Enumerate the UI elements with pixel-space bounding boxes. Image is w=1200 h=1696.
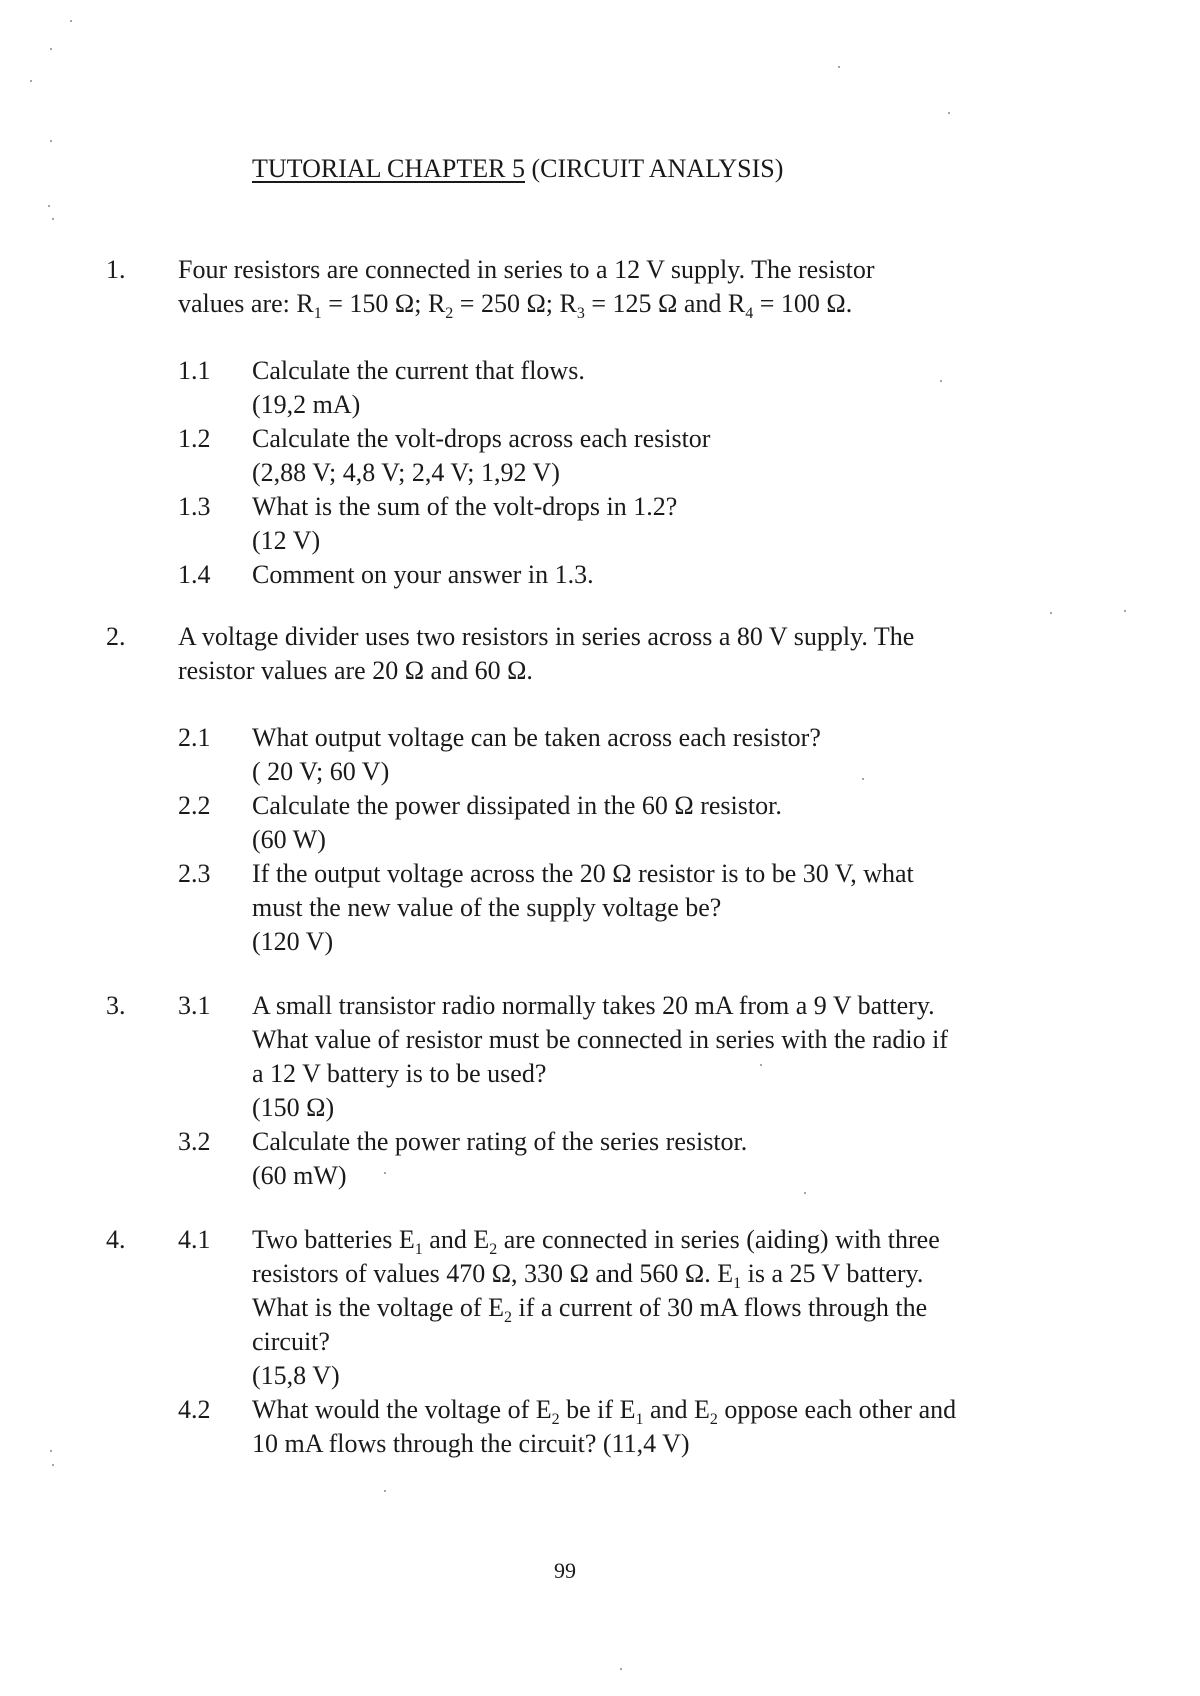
part-answer: (150 Ω) bbox=[252, 1093, 335, 1122]
part-text: resistors of values 470 Ω, 330 Ω and 560 Ω. $E_1$ is a 25 V battery. bbox=[252, 1259, 924, 1293]
part-number: 1.4 bbox=[178, 560, 211, 589]
part-text: What value of resistor must be connected in series with the radio if bbox=[252, 1025, 949, 1054]
part-text: Calculate the volt-drops across each resistor bbox=[252, 424, 711, 453]
part-text: 10 mA flows through the circuit? (11,4 V) bbox=[252, 1429, 690, 1458]
part-text: What output voltage can be taken across each resistor? bbox=[252, 723, 821, 752]
question-intro-line: A voltage divider uses two resistors in series across a 80 V supply. The bbox=[178, 622, 915, 651]
part-text: Calculate the power rating of the series resistor. bbox=[252, 1127, 748, 1156]
part-answer: (12 V) bbox=[252, 526, 321, 555]
part-answer: (19,2 mA) bbox=[252, 390, 361, 419]
question-number: 2. bbox=[106, 622, 126, 651]
question-number: 4. bbox=[106, 1225, 126, 1254]
part-number: 2.1 bbox=[178, 723, 211, 752]
part-text: Calculate the current that flows. bbox=[252, 356, 585, 385]
title-rest: (CIRCUIT ANALYSIS) bbox=[531, 154, 784, 183]
part-number: 4.1 bbox=[178, 1225, 211, 1254]
question-intro-line: Four resistors are connected in series to a 12 V supply. The resistor bbox=[178, 255, 875, 284]
part-text: If the output voltage across the 20 Ω resistor is to be 30 V, what bbox=[252, 859, 914, 888]
question-number: 3. bbox=[106, 991, 126, 1020]
page-title bbox=[252, 152, 783, 185]
part-text: Two batteries $E_1$ and $E_2$ are connected in series (aiding) with three bbox=[252, 1225, 940, 1259]
question-number: 1. bbox=[106, 255, 126, 284]
part-answer: (60 W) bbox=[252, 825, 326, 854]
part-number: 4.2 bbox=[178, 1395, 211, 1424]
part-answer: (2,88 V; 4,8 V; 2,4 V; 1,92 V) bbox=[252, 458, 560, 487]
part-text: What is the voltage of $E_2$ if a current of 30 mA flows through the bbox=[252, 1293, 928, 1327]
part-answer: (120 V) bbox=[252, 927, 334, 956]
part-text: A small transistor radio normally takes 20 mA from a 9 V battery. bbox=[252, 991, 935, 1020]
part-number: 2.2 bbox=[178, 791, 211, 820]
part-text: Calculate the power dissipated in the 60 Ω resistor. bbox=[252, 791, 782, 820]
question-intro-line: values are: $R_1 = 150$ Ω; $R_2 = 250$ Ω; $R_3 = 125$ Ω and $R_4 = 100$ Ω. bbox=[178, 289, 853, 323]
part-answer: ( 20 V; 60 V) bbox=[252, 757, 390, 786]
part-text: must the new value of the supply voltage be? bbox=[252, 893, 722, 922]
part-number: 2.3 bbox=[178, 859, 211, 888]
part-number: 3.1 bbox=[178, 991, 211, 1020]
title-main: TUTORIAL CHAPTER 5 bbox=[252, 154, 525, 183]
part-number: 3.2 bbox=[178, 1127, 211, 1156]
part-answer: (15,8 V) bbox=[252, 1361, 340, 1390]
part-answer: (60 mW) bbox=[252, 1161, 347, 1190]
part-text: a 12 V battery is to be used? bbox=[252, 1059, 547, 1088]
page-number: 99 bbox=[554, 1558, 576, 1583]
part-number: 1.3 bbox=[178, 492, 211, 521]
part-number: 1.2 bbox=[178, 424, 211, 453]
part-text: What would the voltage of $E_2$ be if $E_1$ and $E_2$ oppose each other and bbox=[252, 1395, 957, 1429]
part-number: 1.1 bbox=[178, 356, 211, 385]
part-text: Comment on your answer in 1.3. bbox=[252, 560, 594, 589]
part-text: What is the sum of the volt-drops in 1.2? bbox=[252, 492, 678, 521]
part-text: circuit? bbox=[252, 1327, 330, 1356]
question-intro-line: resistor values are 20 Ω and 60 Ω. bbox=[178, 656, 533, 685]
